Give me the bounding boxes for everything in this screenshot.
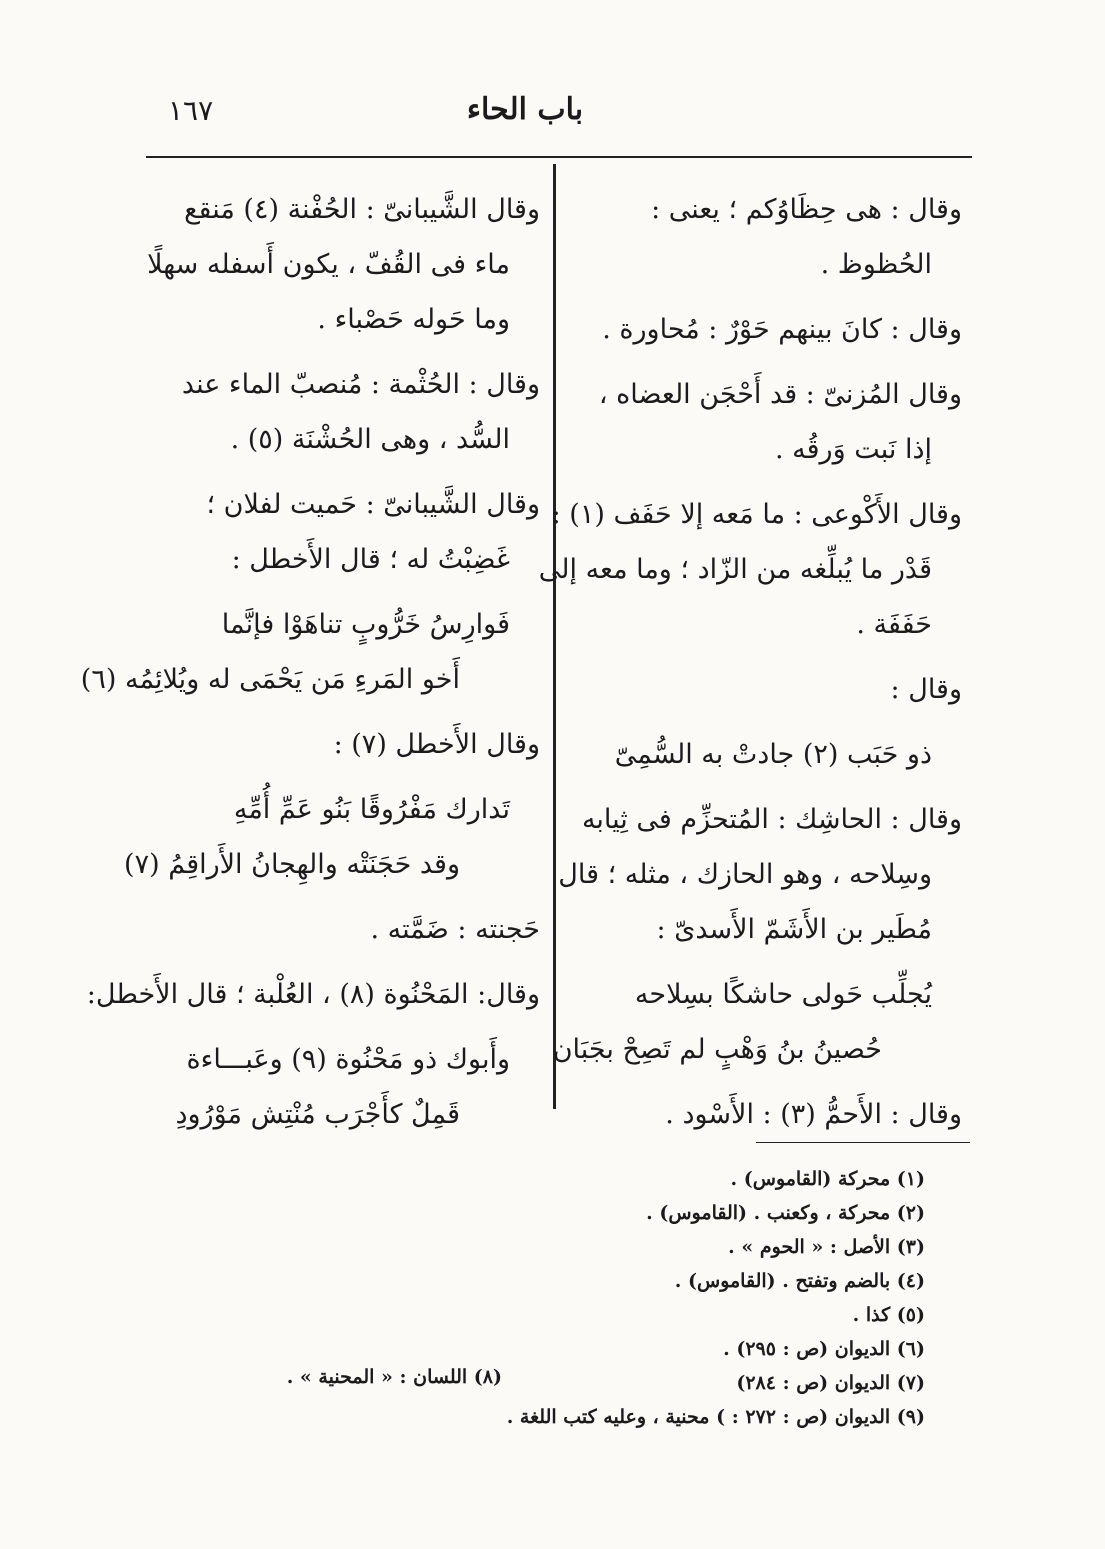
text-line: وقال المُزنىّ : قد أَحْجَن العضاه ،	[598, 379, 962, 410]
header-rule	[146, 156, 972, 158]
verse-line: وقد حَجَنَتْه والهِجانُ الأَراقِمُ (٧)	[124, 849, 460, 880]
page-title: باب الحاء	[466, 92, 584, 127]
text-line: وقال : كانَ بينهم حَوْرٌ : مُحاورة .	[602, 314, 962, 345]
entry-left	[152, 1032, 540, 1142]
text-line: الحُظوظ .	[820, 249, 932, 280]
text-line: حَجنته : ضَمَّته .	[370, 914, 540, 945]
entry-right	[552, 967, 962, 1077]
entry-left	[152, 717, 540, 772]
entry-left	[152, 477, 540, 587]
footnote-8: (٨) اللسان : « المحنية » .	[286, 1366, 502, 1388]
left-column	[80, 182, 540, 1152]
footnote-line: (٩) الديوان (ص : ٢٧٢ : ) محنية ، وعليه كتب اللغة .	[506, 1406, 925, 1428]
entry-right	[582, 727, 962, 782]
verse-line: يُجلِّب حَولى حاشكًا بسِلاحه	[634, 979, 932, 1010]
text-line: وقال : الحاشِك : المُتحزِّم فى ثِيابه	[581, 804, 962, 835]
text-line: قَدْر ما يُبلِّغه من الزّاد ؛ وما معه إلى	[538, 554, 932, 585]
text-line: حَفَفَة .	[856, 609, 932, 640]
footnote-line: (٤) بالضم وتفتح . (القاموس) .	[674, 1270, 925, 1292]
entry-right	[582, 662, 962, 717]
verse-line: أَخو المَرءِ مَن يَحْمَى له ويُلائِمُه (٦)	[80, 664, 460, 695]
footnote-line: (١) محركة (القاموس) .	[730, 1168, 925, 1190]
text-line: وقال الأَكْوعى : ما مَعه إلا حَفَف (١) :	[551, 499, 962, 530]
entry-left	[152, 902, 540, 957]
text-line: مُطَير بن الأَشَمّ الأَسدىّ :	[656, 914, 932, 945]
entry-left	[124, 782, 540, 892]
verse-line: تَدارك مَفْرُوقًا بَنُو عَمِّ أُمِّهِ	[233, 794, 510, 825]
entry-right	[558, 792, 962, 957]
text-line: وسِلاحه ، وهو الحازك ، مثله ؛ قال	[558, 859, 932, 890]
footnotes-rule	[756, 1142, 970, 1143]
verse-line: قَمِلٌ كأَجْرَب مُنْتِش مَوْرُودِ	[175, 1099, 460, 1130]
footnote-line: (٢) محركة ، وكعنب . (القاموس) .	[646, 1202, 925, 1224]
entry-left	[152, 357, 540, 467]
text-line: وقال الشَّيبانىّ : حَميت لفلان ؛	[206, 489, 540, 520]
footnote-line: (٦) الديوان (ص : ٢٩٥) .	[723, 1338, 925, 1360]
entry-left	[147, 182, 540, 347]
text-line: وقال: المَحْنُوة (٨) ، العُلْبة ؛ قال الأَخطل:	[86, 979, 540, 1010]
text-line: إذا نَبت وَرقُه .	[775, 434, 932, 465]
text-line: السُّد ، وهى الحُشْنَة (٥) .	[230, 424, 510, 455]
footnotes	[480, 1162, 925, 1434]
entry-right	[538, 487, 962, 652]
verse-line: وأَبوك ذو مَحْنُوة (٩) وعَبـــاءة	[186, 1044, 510, 1075]
footnote-line: (٥) كذا .	[852, 1304, 925, 1326]
entry-left	[80, 597, 540, 707]
entry-right	[582, 302, 962, 357]
text-line: وقال الأَخطل (٧) :	[333, 729, 540, 760]
verse-line: ذو حَبَب (٢) جادتْ به السُّمِىّ	[614, 739, 932, 770]
text-line: وقال :	[890, 674, 962, 705]
entry-right	[582, 1087, 962, 1142]
text-line: وقال : الحُثْمة : مُنصبّ الماء عند	[181, 369, 540, 400]
page-number: ١٦٧	[168, 94, 214, 127]
text-line: وقال : الأَحمُّ (٣) : الأَسْود .	[665, 1099, 962, 1130]
column-separator	[553, 164, 556, 1109]
entry-left	[86, 967, 540, 1022]
text-line: وما حَوله حَصْباء .	[317, 304, 510, 335]
footnote-line: (٣) الأصل : « الحوم » .	[728, 1236, 925, 1258]
right-column	[538, 182, 962, 1152]
verse-line: حُصينُ بنُ وَهْبٍ لم تَصِحْ بجَبَان	[552, 1034, 882, 1065]
text-line: وقال : هى حِظَاوُكم ؛ يعنى :	[651, 194, 962, 225]
footnote-line: (٧) الديوان (ص : ٢٨٤)	[736, 1372, 925, 1394]
entry-right	[582, 182, 962, 292]
text-line: ماء فى القُفّ ، يكون أَسفله سهلًا	[147, 249, 510, 280]
text-line: غَضِبْتُ له ؛ قال الأَخطل :	[231, 544, 510, 575]
text-line: وقال الشَّيبانىّ : الحُفْنة (٤) مَنقع	[184, 194, 540, 225]
verse-line: فَوارِسُ خَرُّوبٍ تناهَوْا فإنَّما	[221, 609, 510, 640]
entry-right	[582, 367, 962, 477]
